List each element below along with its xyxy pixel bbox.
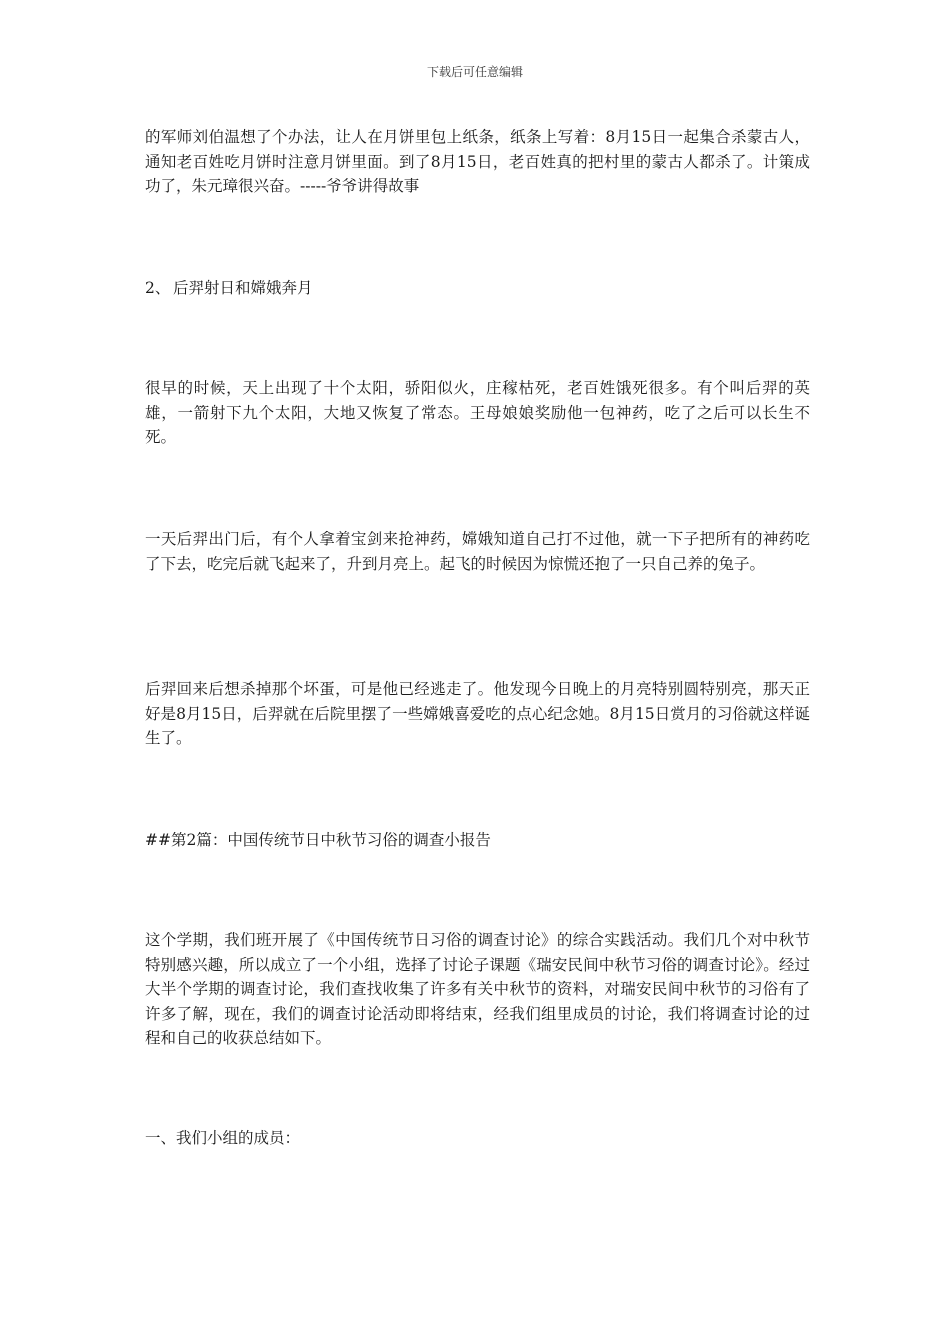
- members-heading: 一、我们小组的成员：: [145, 1129, 301, 1147]
- paragraph-mooncake-story: 的军师刘伯温想了个办法，让人在月饼里包上纸条，纸条上写着：8月15日一起集合杀蒙古人，通知老百姓吃月饼时注意月饼里面。到了8月15日，老百姓真的把村里的蒙古人都杀了。计策成功了，朱元璋很兴奋。-----爷爷讲得故事: [145, 128, 810, 195]
- story-heading-title: 后羿射日和嫦娥奔月: [173, 279, 313, 297]
- story-heading-houyi: [145, 276, 810, 301]
- section-title: ##第2篇：中国传统节日中秋节习俗的调查小报告: [145, 831, 491, 849]
- paragraph-survey-intro: 这个学期，我们班开展了《中国传统节日习俗的调查讨论》的综合实践活动。我们几个对中秋节特别感兴趣，所以成立了一个小组，选择了讨论子课题《瑞安民间中秋节习俗的调查讨论》。经过大半个学期的调查讨论，我们查找收集了许多有关中秋节的资料，对瑞安民间中秋节的习俗有了许多了解，现在，我们的调查讨论活动即将结束，经我们组里成员的讨论，我们将调查讨论的过程和自己的收获总结如下。: [145, 931, 810, 1047]
- paragraph-ten-suns: 很早的时候，天上出现了十个太阳，骄阳似火，庄稼枯死，老百姓饿死很多。有个叫后羿的英雄，一箭射下九个太阳，大地又恢复了常态。王母娘娘奖励他一包神药，吃了之后可以长生不死。: [145, 379, 810, 446]
- page-header: 下载后可任意编辑: [426, 65, 523, 79]
- story-heading-number: 2、: [145, 279, 171, 297]
- paragraph-change-flies: 一天后羿出门后，有个人拿着宝剑来抢神药，嫦娥知道自己打不过他，就一下子把所有的神药吃了下去，吃完后就飞起来了，升到月亮上。起飞的时候因为惊慌还抱了一只自己养的兔子。: [145, 530, 810, 573]
- paragraph-mid-autumn-origin: 后羿回来后想杀掉那个坏蛋，可是他已经逃走了。他发现今日晚上的月亮特别圆特别亮，那天正好是8月15日，后羿就在后院里摆了一些嫦娥喜爱吃的点心纪念她。8月15日赏月的习俗就这样诞生了。: [145, 680, 810, 747]
